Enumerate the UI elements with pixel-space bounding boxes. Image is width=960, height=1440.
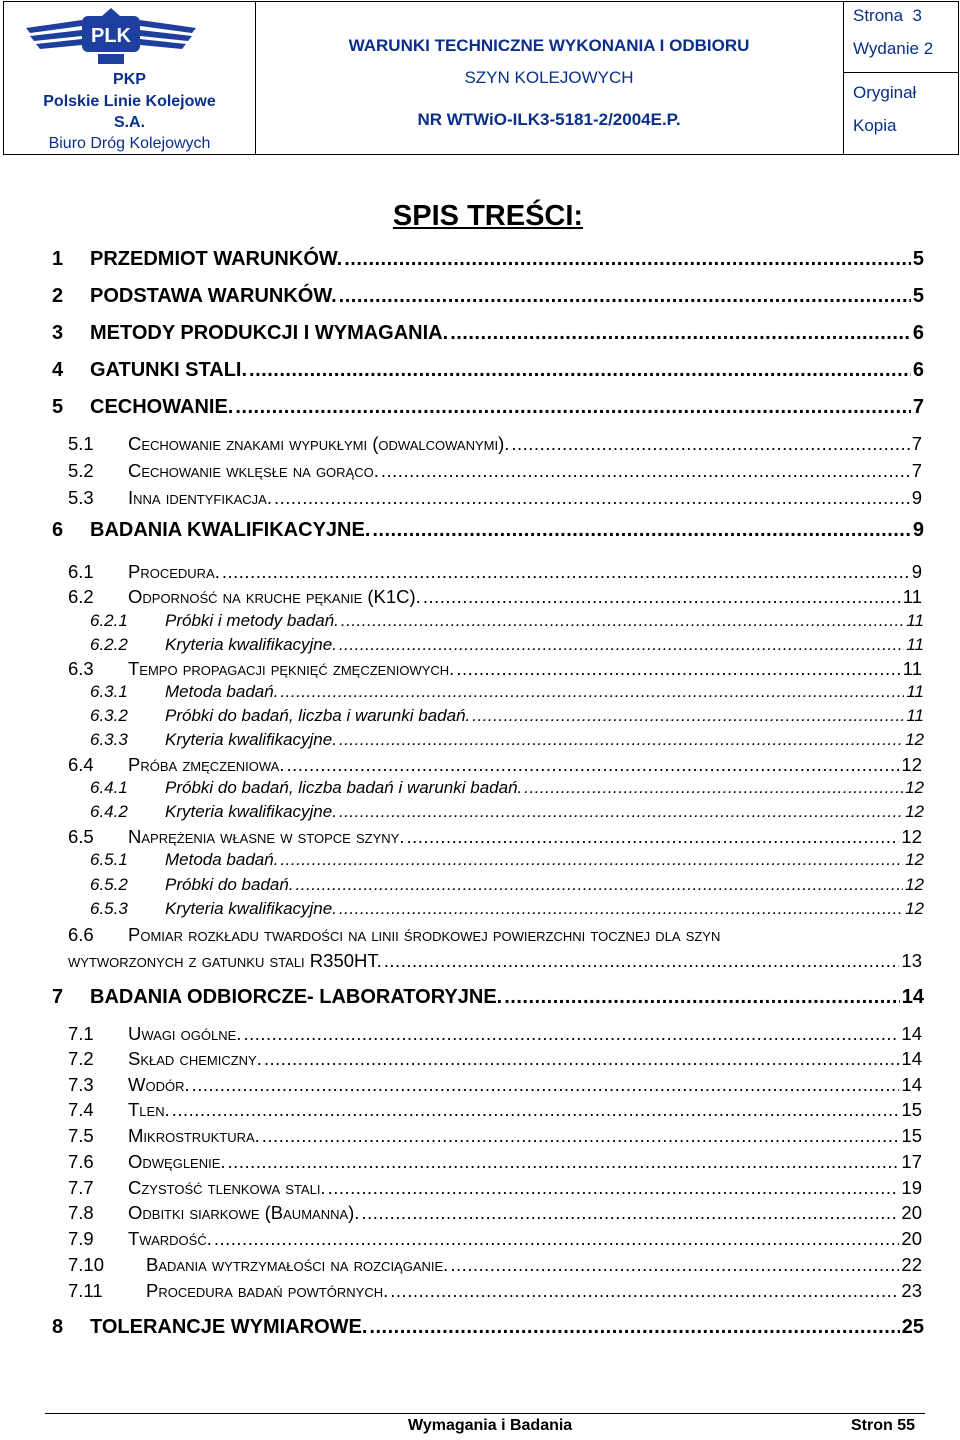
toc-leader-dots xyxy=(390,1280,899,1302)
toc-entry-title: Tlen. xyxy=(128,1099,170,1120)
toc-entry[interactable] xyxy=(68,826,922,848)
toc-entry[interactable] xyxy=(68,1048,922,1070)
toc-leader-dots xyxy=(504,986,900,1009)
toc-entry-number: 7.6 xyxy=(68,1151,94,1172)
toc-leader-dots xyxy=(450,322,911,345)
toc-leader-dots xyxy=(423,586,901,608)
toc-entry-page: 11 xyxy=(906,682,924,701)
toc-entry[interactable] xyxy=(68,1202,922,1224)
toc-leader-dots xyxy=(280,850,903,870)
toc-entry-title: Cechowanie znakami wypukłymi (odwalcowanymi). xyxy=(128,433,510,454)
toc-entry-page: 14 xyxy=(901,1074,922,1095)
toc-entry[interactable] xyxy=(52,322,924,345)
toc-entry-title: BADANIA KWALIFIKACYJNE. xyxy=(90,519,371,541)
toc-entry[interactable] xyxy=(68,924,922,946)
toc-entry-title: Pomiar rozkładu twardości na linii środkowej powierzchni tocznej dla szyn xyxy=(128,924,721,945)
toc-entry-number: 5.1 xyxy=(68,433,94,454)
toc-entry-number: 7.10 xyxy=(68,1254,105,1275)
toc-entry-page: 5 xyxy=(912,248,924,270)
toc-entry-page: 11 xyxy=(906,635,924,654)
toc-entry-title: Próbki i metody badań. xyxy=(165,611,339,630)
toc-entry-number: 1 xyxy=(52,248,64,270)
toc-entry-title: METODY PRODUKCJI I WYMAGANIA. xyxy=(90,322,449,344)
toc-entry-number: 7.1 xyxy=(68,1023,94,1044)
toc-entry-title: Odwęglenie. xyxy=(128,1151,226,1172)
toc-entry-number: 7.4 xyxy=(68,1099,94,1120)
toc-entry-title: Kryteria kwalifikacyjne. xyxy=(165,899,337,918)
toc-entry-page: 25 xyxy=(901,1316,924,1338)
toc-entry-number: 6.2 xyxy=(68,586,94,607)
toc-entry-number: 6.2.1 xyxy=(90,611,128,630)
toc-entry-page: 9 xyxy=(912,519,924,541)
toc-entry-page: 12 xyxy=(905,802,924,821)
toc-entry-page: 12 xyxy=(905,730,924,749)
toc-leader-dots xyxy=(472,706,904,726)
toc-entry-page: 12 xyxy=(905,899,924,918)
toc-entry-number: 7.3 xyxy=(68,1074,94,1095)
toc-entry-page: 9 xyxy=(911,561,922,582)
toc-entry-title: Mikrostruktura. xyxy=(128,1125,260,1146)
toc-leader-dots xyxy=(372,519,911,542)
page-label: Strona 3 xyxy=(853,6,923,25)
org-line-3: S.A. xyxy=(113,114,146,131)
toc-entry-number: 6.2.2 xyxy=(90,635,128,654)
toc-entry-number: 6.5.1 xyxy=(90,850,128,869)
toc-entry[interactable] xyxy=(52,359,924,382)
toc-entry-number: 7.2 xyxy=(68,1048,94,1069)
toc-entry-title: Procedura. xyxy=(128,561,220,582)
toc-entry-title: Wodór. xyxy=(128,1074,190,1095)
svg-text:PLK: PLK xyxy=(91,25,131,47)
toc-entry-number: 5.3 xyxy=(68,487,94,508)
footer-center: Wymagania i Badania xyxy=(408,1417,573,1434)
footer-pages: Stron 55 xyxy=(851,1417,916,1434)
doc-title-line-2: SZYN KOLEJOWYCH xyxy=(464,68,634,87)
toc-entry-page: 6 xyxy=(912,359,924,381)
toc-entry-title: Procedura badań powtórnych. xyxy=(146,1280,389,1301)
toc-entry-title: Inna identyfikacja. xyxy=(128,487,272,508)
toc-entry[interactable] xyxy=(52,1316,924,1339)
toc-entry[interactable] xyxy=(90,682,924,702)
toc-entry-page: 13 xyxy=(901,950,922,971)
toc-entry-page: 12 xyxy=(905,850,924,869)
copy-label: Kopia xyxy=(853,116,897,135)
toc-leader-dots xyxy=(274,487,910,509)
toc-leader-dots xyxy=(280,682,904,702)
toc-entry-number: 6.3.2 xyxy=(90,706,128,725)
toc-entry[interactable] xyxy=(68,950,922,972)
toc-entry[interactable] xyxy=(90,802,924,822)
toc-entry-title: Tempo propagacji pęknięć zmęczeniowych. xyxy=(128,658,455,679)
toc-entry[interactable] xyxy=(90,778,924,798)
toc-entry-title: Próbki do badań, liczba badań i warunki badań. xyxy=(165,778,523,797)
toc-entry[interactable] xyxy=(68,1074,922,1096)
toc-entry[interactable] xyxy=(52,285,924,308)
toc-leader-dots xyxy=(328,1177,900,1199)
toc-entry[interactable] xyxy=(90,706,924,726)
toc-entry-page: 12 xyxy=(905,875,924,894)
toc-entry-page: 19 xyxy=(901,1177,922,1198)
toc-leader-dots xyxy=(450,1254,899,1276)
toc-entry[interactable] xyxy=(68,586,922,608)
toc-entry-title: Kryteria kwalifikacyjne. xyxy=(165,635,337,654)
toc-entry-page: 15 xyxy=(901,1099,922,1120)
toc-entry-title: Skład chemiczny. xyxy=(128,1048,262,1069)
original-label: Oryginał xyxy=(853,83,917,102)
toc-entry-page: 9 xyxy=(911,487,922,508)
toc-entry-page: 11 xyxy=(902,658,922,679)
toc-entry-title: wytworzonych z gatunku stali R350HT. xyxy=(68,950,382,971)
footer-divider xyxy=(45,1413,925,1414)
toc-entry-number: 6.5.2 xyxy=(90,875,128,894)
toc-leader-dots xyxy=(511,433,909,455)
toc-leader-dots xyxy=(222,561,910,583)
toc-entry-number: 7 xyxy=(52,986,64,1008)
toc-entry-number: 8 xyxy=(52,1316,64,1338)
toc-entry-number: 6.4.1 xyxy=(90,778,128,797)
toc-entry[interactable] xyxy=(90,875,924,895)
toc-entry-page: 11 xyxy=(902,586,922,607)
toc-entry-title: BADANIA ODBIORCZE- LABORATORYJNE. xyxy=(90,986,503,1008)
toc-entry-title: Metoda badań. xyxy=(165,850,279,869)
toc-entry-title: Kryteria kwalifikacyjne. xyxy=(165,802,337,821)
toc-leader-dots xyxy=(235,396,911,419)
toc-leader-dots xyxy=(369,1316,899,1339)
toc-entry-title: GATUNKI STALI. xyxy=(90,359,248,381)
toc-entry-number: 7.11 xyxy=(68,1280,103,1301)
toc-entry-number: 5 xyxy=(52,396,64,418)
toc-entry[interactable] xyxy=(68,1254,922,1276)
header-org-cell xyxy=(4,2,256,154)
toc-entry-title: Czystość tlenkowa stali. xyxy=(128,1177,326,1198)
toc-entry-title: CECHOWANIE. xyxy=(90,396,234,418)
toc-entry[interactable] xyxy=(52,248,924,271)
toc-entry-page: 5 xyxy=(912,285,924,307)
toc-entry-number: 6.3 xyxy=(68,658,94,679)
toc-title: SPIS TREŚCI: xyxy=(392,200,584,232)
toc-leader-dots xyxy=(262,1125,900,1147)
toc-leader-dots xyxy=(214,1228,900,1250)
toc-entry[interactable] xyxy=(68,754,922,776)
toc-entry[interactable] xyxy=(90,611,924,631)
document-header xyxy=(3,1,959,155)
toc-entry-number: 7.7 xyxy=(68,1177,94,1198)
toc-entry-title: Odporność na kruche pękanie (K1C). xyxy=(128,586,421,607)
toc-entry[interactable] xyxy=(90,635,924,655)
toc-entry[interactable] xyxy=(68,487,922,509)
toc-entry[interactable] xyxy=(68,1177,922,1199)
toc-leader-dots xyxy=(243,1023,899,1045)
toc-leader-dots xyxy=(406,826,899,848)
toc-entry-page: 14 xyxy=(901,1023,922,1044)
doc-number: NR WTWiO-ILK3-5181-2/2004E.P. xyxy=(417,110,681,129)
toc-entry-page: 7 xyxy=(911,433,922,454)
toc-leader-dots xyxy=(341,611,904,631)
toc-entry[interactable] xyxy=(52,519,924,542)
plk-logo xyxy=(22,6,200,68)
toc-entry-number: 3 xyxy=(52,322,64,344)
toc-leader-dots xyxy=(192,1074,900,1096)
header-meta-cell xyxy=(843,2,958,154)
toc-entry-page: 11 xyxy=(906,706,924,725)
toc-entry-page: 12 xyxy=(905,778,924,797)
toc-entry[interactable] xyxy=(68,1151,922,1173)
toc-entry-title: Próbki do badań, liczba i warunki badań. xyxy=(165,706,471,725)
toc-entry[interactable] xyxy=(52,986,924,1009)
toc-leader-dots xyxy=(344,248,911,271)
toc-entry-page: 7 xyxy=(912,396,924,418)
toc-entry-number: 5.2 xyxy=(68,460,94,481)
toc-entry-number: 7.9 xyxy=(68,1228,94,1249)
toc-entry-page: 12 xyxy=(901,754,922,775)
toc-entry-number: 6.4.2 xyxy=(90,802,128,821)
toc-entry-number: 7.5 xyxy=(68,1125,94,1146)
toc-entry[interactable] xyxy=(68,1280,922,1302)
toc-leader-dots xyxy=(339,285,911,308)
toc-entry-title: Twardość. xyxy=(128,1228,212,1249)
toc-leader-dots xyxy=(524,778,903,798)
toc-entry-number: 4 xyxy=(52,359,64,381)
toc-entry-page: 15 xyxy=(901,1125,922,1146)
toc-entry[interactable] xyxy=(90,850,924,870)
edition: Wydanie 2 xyxy=(853,39,934,58)
toc-entry[interactable] xyxy=(90,899,924,919)
toc-entry[interactable] xyxy=(90,730,924,750)
toc-entry-page: 14 xyxy=(901,986,924,1008)
toc-leader-dots xyxy=(249,359,911,382)
toc-entry-number: 6.1 xyxy=(68,561,94,582)
toc-leader-dots xyxy=(456,658,900,680)
toc-entry[interactable] xyxy=(68,460,922,482)
toc-leader-dots xyxy=(339,899,903,919)
toc-entry[interactable] xyxy=(68,1023,922,1045)
toc-entry-number: 6.3.1 xyxy=(90,682,128,701)
toc-entry-page: 6 xyxy=(912,322,924,344)
toc-leader-dots xyxy=(339,635,904,655)
org-line-1: PKP xyxy=(113,71,146,88)
toc-leader-dots xyxy=(228,1151,900,1173)
toc-leader-dots xyxy=(264,1048,900,1070)
toc-leader-dots xyxy=(381,460,910,482)
toc-entry-title: Próba zmęczeniowa. xyxy=(128,754,285,775)
toc-entry-number: 6 xyxy=(52,519,64,541)
toc-entry-title: Badania wytrzymałości na rozciąganie. xyxy=(146,1254,449,1275)
toc-entry-number: 7.8 xyxy=(68,1202,94,1223)
toc-leader-dots xyxy=(339,730,903,750)
toc-entry-page: 14 xyxy=(901,1048,922,1069)
toc-entry[interactable] xyxy=(68,561,922,583)
toc-entry-title: Uwagi ogólne. xyxy=(128,1023,242,1044)
toc-leader-dots xyxy=(361,1202,899,1224)
toc-entry-number: 6.4 xyxy=(68,754,94,775)
toc-entry-title: TOLERANCJE WYMIAROWE. xyxy=(90,1316,368,1338)
toc-entry[interactable] xyxy=(68,1228,922,1250)
doc-title-line-1: WARUNKI TECHNICZNE WYKONANIA I ODBIORU xyxy=(348,36,750,55)
toc-entry[interactable] xyxy=(52,396,924,419)
toc-entry-page: 12 xyxy=(901,826,922,847)
header-title-cell xyxy=(255,2,844,154)
toc-entry[interactable] xyxy=(68,433,922,455)
toc-leader-dots xyxy=(286,754,899,776)
toc-leader-dots xyxy=(172,1099,900,1121)
toc-entry-page: 22 xyxy=(901,1254,922,1275)
toc-entry-number: 6.6 xyxy=(68,924,94,945)
toc-entry-title: Metoda badań. xyxy=(165,682,279,701)
toc-entry-title: Odbitki siarkowe (Baumanna). xyxy=(128,1202,360,1223)
org-line-2: Polskie Linie Kolejowe xyxy=(43,93,216,110)
toc-entry-page: 23 xyxy=(901,1280,922,1301)
toc-entry[interactable] xyxy=(68,658,922,680)
toc-entry[interactable] xyxy=(68,1099,922,1121)
toc-leader-dots xyxy=(384,950,900,972)
toc-entry-number: 6.5 xyxy=(68,826,94,847)
page-number: 3 xyxy=(912,6,923,25)
toc-entry-title: Próbki do badań. xyxy=(165,875,294,894)
toc-entry-title: Naprężenia własne w stopce szyny. xyxy=(128,826,405,847)
toc-entry-title: PRZEDMIOT WARUNKÓW. xyxy=(90,248,343,270)
toc-entry-page: 20 xyxy=(901,1228,922,1249)
toc-entry[interactable] xyxy=(68,1125,922,1147)
toc-entry-page: 20 xyxy=(901,1202,922,1223)
toc-entry-page: 17 xyxy=(901,1151,922,1172)
toc-entry-number: 2 xyxy=(52,285,64,307)
toc-entry-page: 7 xyxy=(911,460,922,481)
toc-entry-number: 6.3.3 xyxy=(90,730,128,749)
toc-entry-title: PODSTAWA WARUNKÓW. xyxy=(90,285,337,307)
toc-leader-dots xyxy=(296,875,904,895)
toc-entry-number: 6.5.3 xyxy=(90,899,128,918)
toc-entry-title: Kryteria kwalifikacyjne. xyxy=(165,730,337,749)
toc-entry-title: Cechowanie wklęsłe na gorąco. xyxy=(128,460,379,481)
org-line-4: Biuro Dróg Kolejowych xyxy=(48,135,211,152)
toc-leader-dots xyxy=(339,802,903,822)
toc-entry-page: 11 xyxy=(906,611,924,630)
